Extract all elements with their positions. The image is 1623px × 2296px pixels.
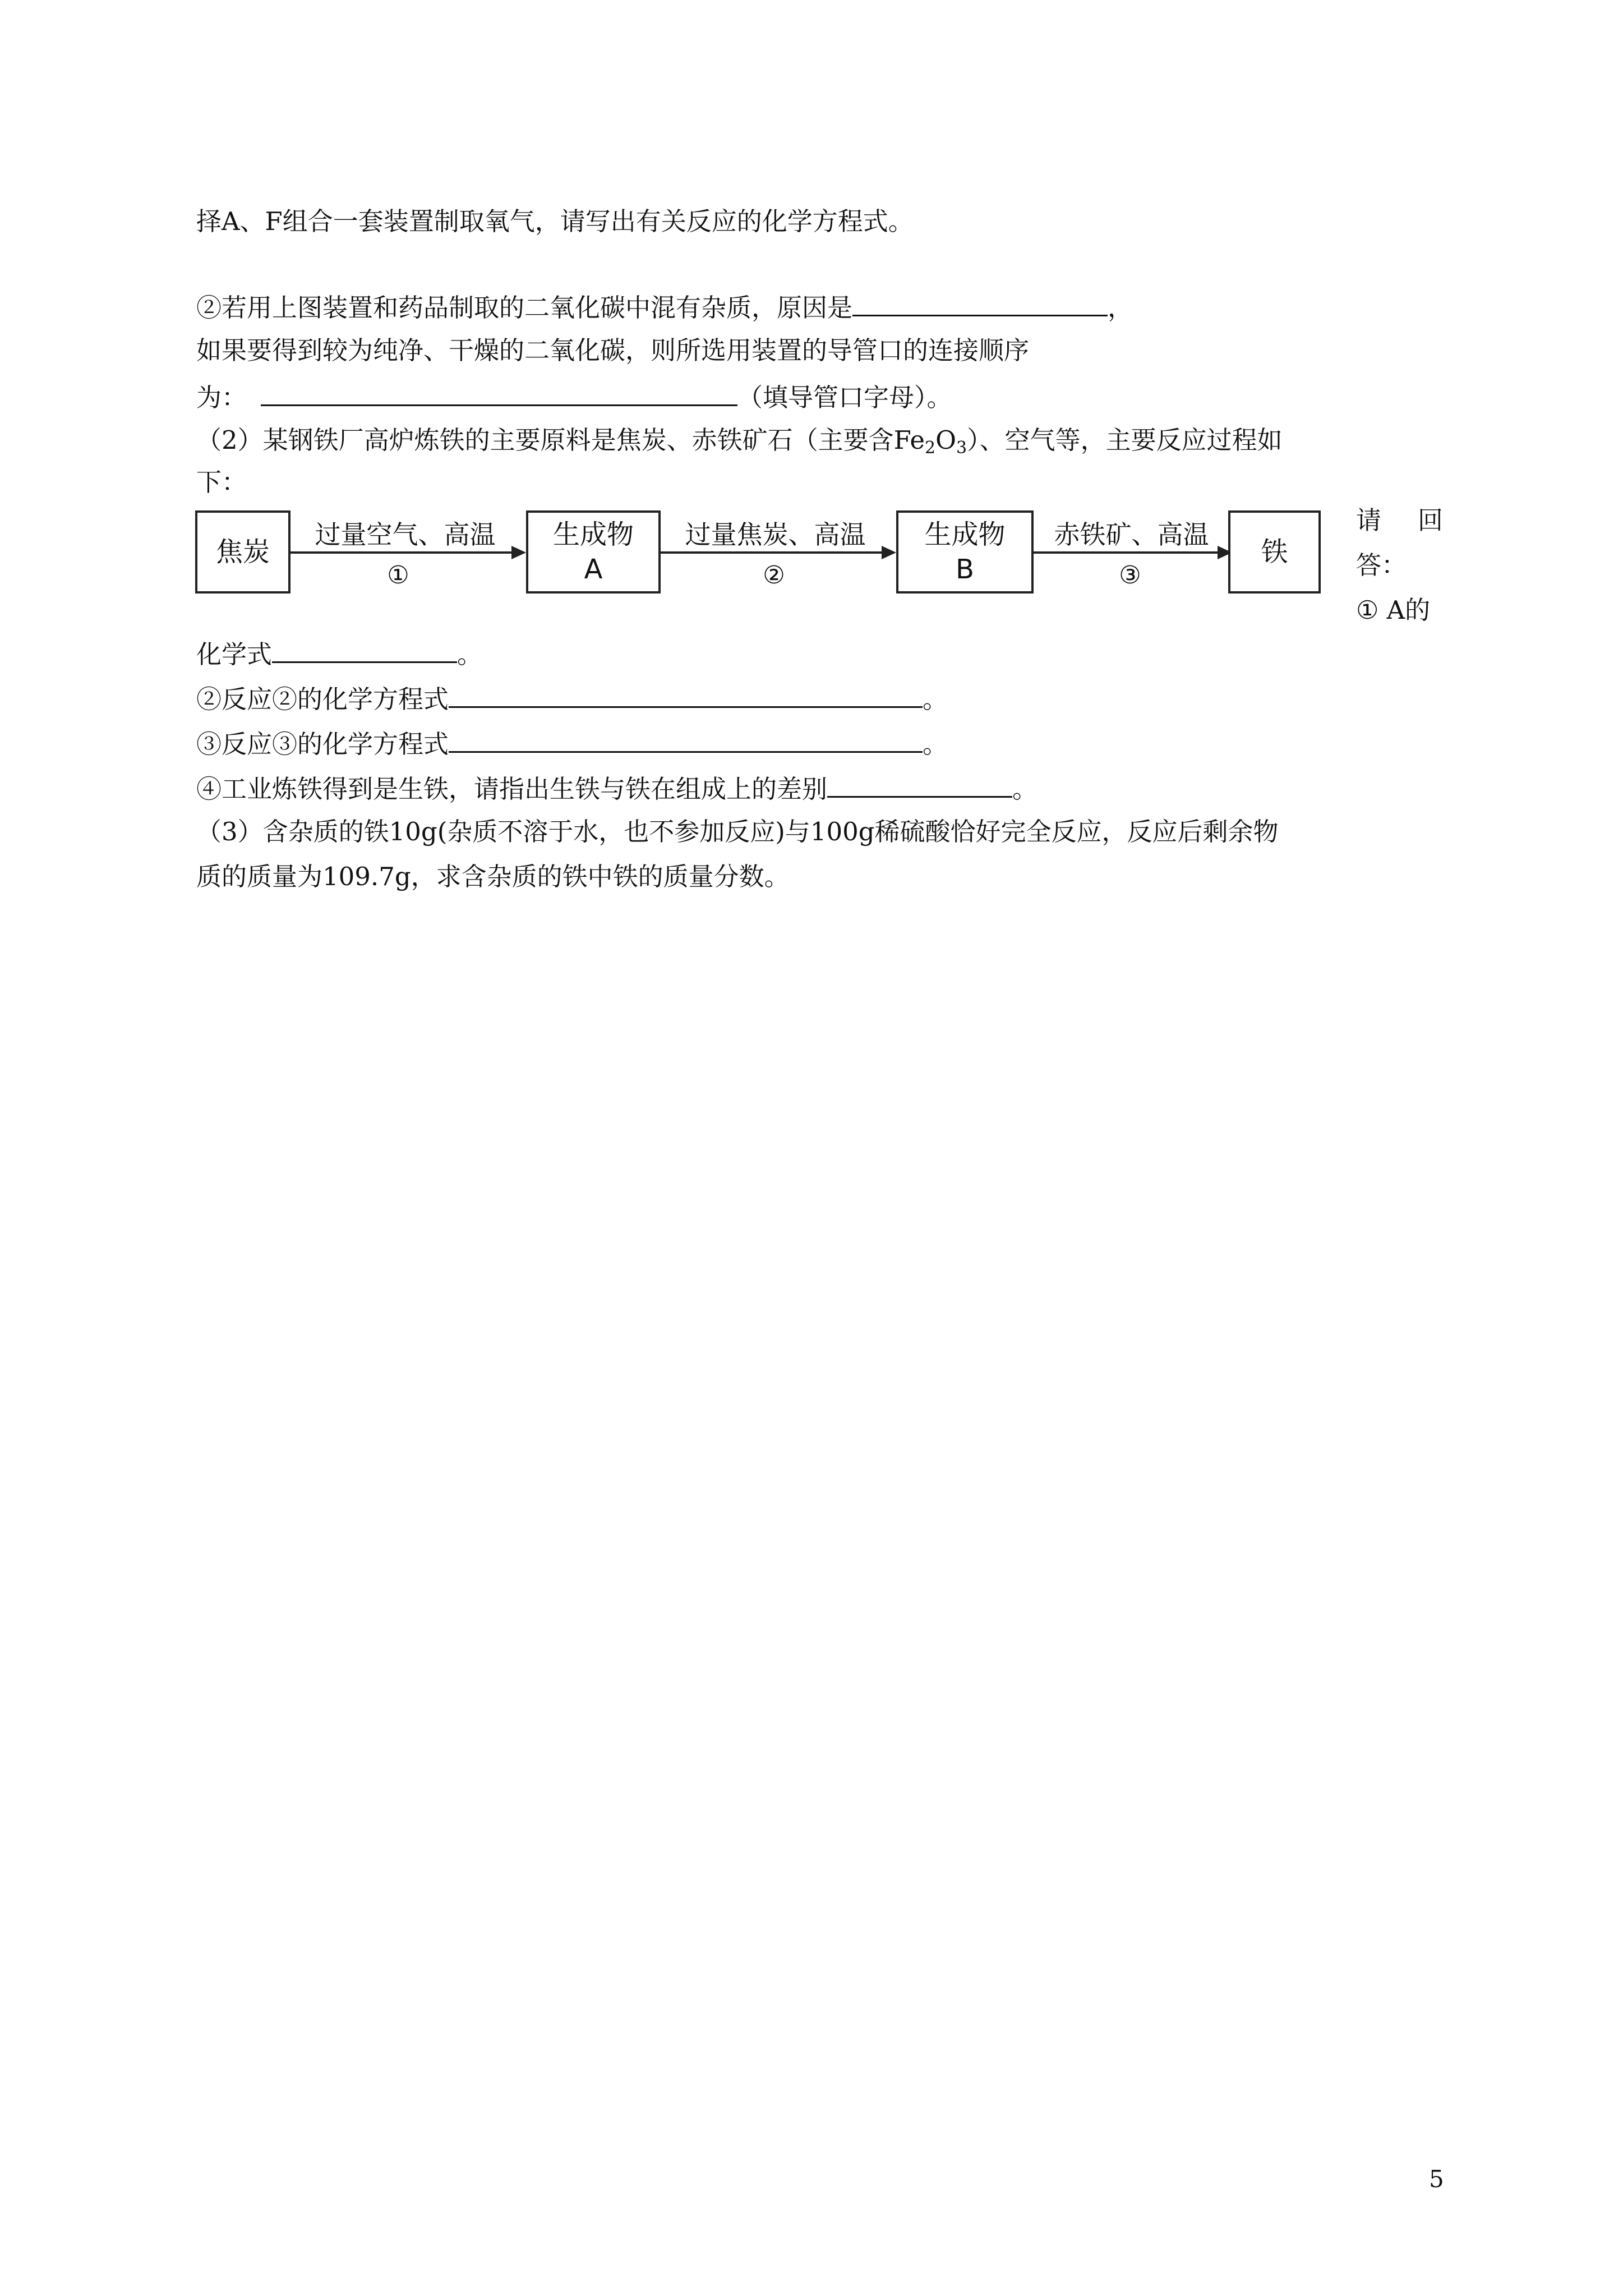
- flow-box-b-line1: 生成物: [924, 519, 1006, 550]
- arrow2-label: 过量焦炭、高温: [685, 519, 866, 550]
- text-line-3: [196, 334, 1029, 367]
- arrow1-number: ①: [387, 561, 409, 590]
- text-line-7: [196, 636, 482, 671]
- text-l7a: 化学式: [196, 639, 273, 669]
- flow-box-coke-label: 焦炭: [215, 536, 270, 568]
- text-l8b: 。: [923, 684, 948, 714]
- text-l6: 下：: [196, 467, 247, 497]
- text-l4a: 为：: [196, 383, 247, 412]
- text-l10a: ④工业炼铁得到是生铁，请指出生铁与铁在组成上的差别: [196, 774, 828, 804]
- text-l7b: 。: [457, 639, 483, 669]
- text-line-6: [196, 466, 247, 499]
- text-l5a: （2）某钢铁厂高炉炼铁的主要原料是焦炭、赤铁矿石（主要含Fe: [196, 425, 925, 455]
- text-line-2: [196, 289, 1133, 325]
- text-l9a: ③反应③的化学方程式: [196, 729, 449, 759]
- text-l5b: ）、空气等，主要反应过程如: [967, 425, 1283, 455]
- arrow1-head: [511, 546, 526, 559]
- text-l2a: ②若用上图装置和药品制取的二氧化碳中混有杂质，原因是: [196, 293, 853, 323]
- text-l8a: ②反应②的化学方程式: [196, 684, 449, 714]
- text-line-12: [196, 860, 790, 894]
- arrow1-line: [291, 551, 513, 554]
- side-text-a-label: ① A的: [1356, 595, 1431, 625]
- text-line-10: [196, 770, 1038, 806]
- text-line-8: [196, 680, 948, 716]
- answer-blank-impurity-reason[interactable]: [852, 289, 1108, 316]
- flow-box-product-a: [526, 510, 661, 593]
- flow-box-coke: [195, 510, 291, 593]
- text-l9b: 。: [923, 729, 948, 759]
- text-l12: 质的质量为109.7g，求含杂质的铁中铁的质量分数。: [196, 862, 790, 891]
- page-number: 5: [1429, 2165, 1444, 2193]
- arrow2-line: [661, 551, 883, 554]
- answer-blank-composition-difference[interactable]: [827, 770, 1012, 798]
- text-l5-o: O: [935, 425, 957, 455]
- text-l11: （3）含杂质的铁10g(杂质不溶于水，也不参加反应)与100g稀硫酸恰好完全反应，反应后剩余物: [196, 817, 1279, 846]
- arrow2-head: [882, 546, 896, 559]
- flow-box-a-line1: 生成物: [552, 519, 634, 550]
- flow-box-product-b: [896, 510, 1034, 593]
- text-l4b: （填导管口字母）。: [737, 383, 952, 412]
- arrow3-label: 赤铁矿、高温: [1054, 519, 1209, 550]
- arrow3-line: [1034, 551, 1219, 554]
- arrow1-label: 过量空气、高温: [315, 519, 496, 550]
- text-l10b: 。: [1012, 774, 1038, 804]
- subscript-3: 3: [956, 438, 967, 458]
- text-l1: 择A、F组合一套装置制取氧气，请写出有关反应的化学方程式。: [196, 206, 914, 236]
- answer-blank-connection-order[interactable]: [261, 379, 737, 406]
- side-text-qing: 请: [1356, 505, 1382, 535]
- text-line-9: [196, 725, 948, 761]
- flow-box-b-line2: B: [956, 554, 974, 585]
- answer-blank-formula-a[interactable]: [272, 636, 457, 663]
- text-line-5: [196, 424, 1283, 465]
- subscript-2: 2: [925, 438, 936, 458]
- text-line-11: [196, 815, 1279, 849]
- text-line-4: [196, 379, 952, 415]
- flow-box-a-line2: A: [584, 554, 603, 585]
- text-l3: 如果要得到较为纯净、干燥的二氧化碳，则所选用装置的导管口的连接顺序: [196, 335, 1030, 365]
- arrow2-number: ②: [763, 561, 785, 590]
- text-line-1: [196, 205, 914, 238]
- answer-blank-equation-2[interactable]: [449, 680, 923, 708]
- text-l2b: ，: [1108, 293, 1133, 323]
- arrow3-number: ③: [1119, 561, 1141, 590]
- side-text-da: 答：: [1356, 550, 1407, 580]
- flow-box-iron: [1228, 510, 1321, 593]
- flow-box-iron-label: 铁: [1261, 536, 1288, 568]
- side-text-hui: 回: [1418, 505, 1444, 535]
- answer-blank-equation-3[interactable]: [449, 725, 923, 753]
